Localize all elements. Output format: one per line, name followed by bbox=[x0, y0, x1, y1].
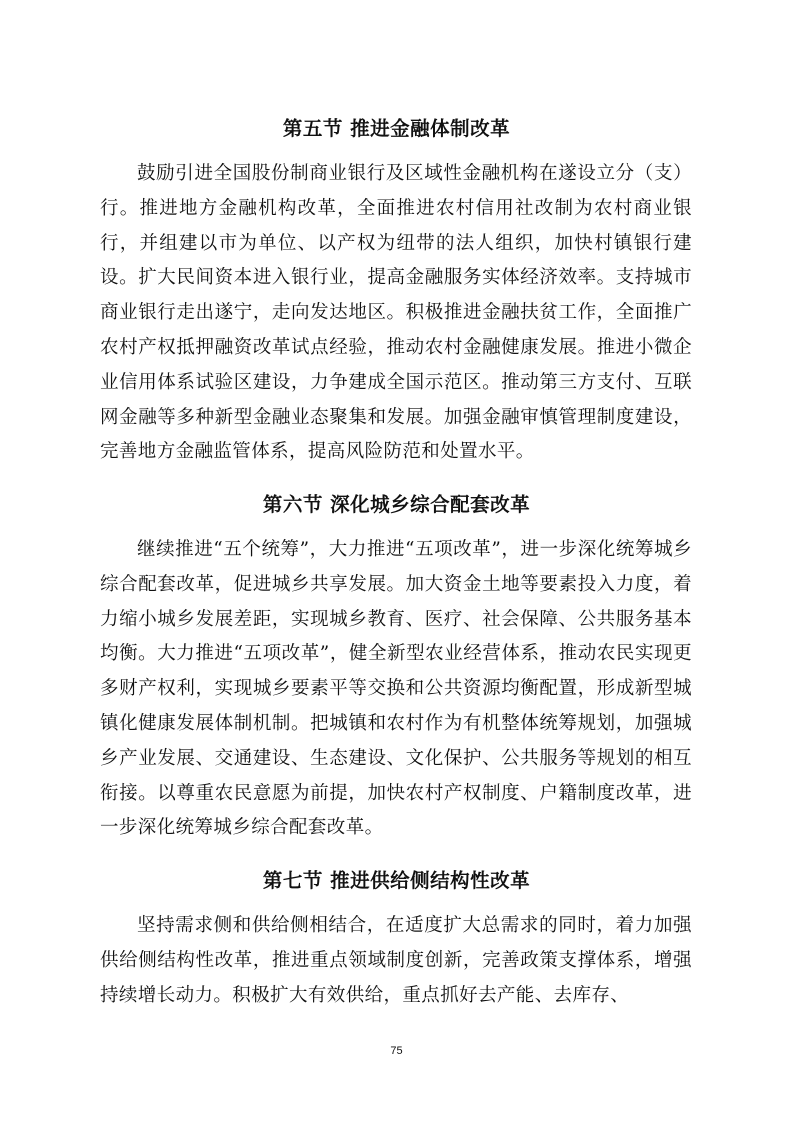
section-heading-7: 第七节 推进供给侧结构性改革 bbox=[262, 869, 531, 892]
page-number: 75 bbox=[390, 1045, 403, 1057]
section-paragraph-5: 鼓励引进全国股份制商业银行及区域性金融机构在遂设立分（支）行。推进地方金融机构改革，全面推进农村信用社改制为农村商业银行，并组建以市为单位、以产权为纽带的法人组织，加快村镇银行建设。扩大民间资本进入银行业，提高金融服务实体经济效率。支持城市商业银行走出遂宁，走向发达地区。积极推进金融扶贫工作，全面推广农村产权抵押融资改革试点经验，推动农村金融健康发展。推进小微企业信用体系试验区建设，力争建成全国示范区。推动第三方支付、互联网金融等多种新型金融业态聚集和发展。加强金融审慎管理制度建设，完善地方金融监管体系，提高风险防范和处置水平。 bbox=[100, 163, 692, 463]
section-heading-5: 第五节 推进金融体制改革 bbox=[282, 117, 511, 140]
section-paragraph-7: 坚持需求侧和供给侧相结合，在适度扩大总需求的同时，着力加强供给侧结构性改革，推进重点领域制度创新，完善政策支撑体系，增强持续增长动力。积极扩大有效供给，重点抓好去产能、去库存、 bbox=[100, 915, 692, 1006]
section-paragraph-6: 继续推进“五个统筹”，大力推进“五项改革”，进一步深化统筹城乡综合配套改革，促进城乡共享发展。加大资金土地等要素投入力度，着力缩小城乡发展差距，实现城乡教育、医疗、社会保障、公共服务基本均衡。大力推进“五项改革”，健全新型农业经营体系，推动农民实现更多财产权利，实现城乡要素平等交换和公共资源均衡配置，形成新型城镇化健康发展体制机制。把城镇和农村作为有机整体统筹规划，加强城乡产业发展、交通建设、生态建设、文化保护、公共服务等规划的相互衔接。以尊重农民意愿为前提，加快农村产权制度、户籍制度改革，进一步深化统筹城乡综合配套改革。 bbox=[100, 539, 692, 839]
section-heading-6: 第六节 深化城乡综合配套改革 bbox=[262, 493, 531, 516]
